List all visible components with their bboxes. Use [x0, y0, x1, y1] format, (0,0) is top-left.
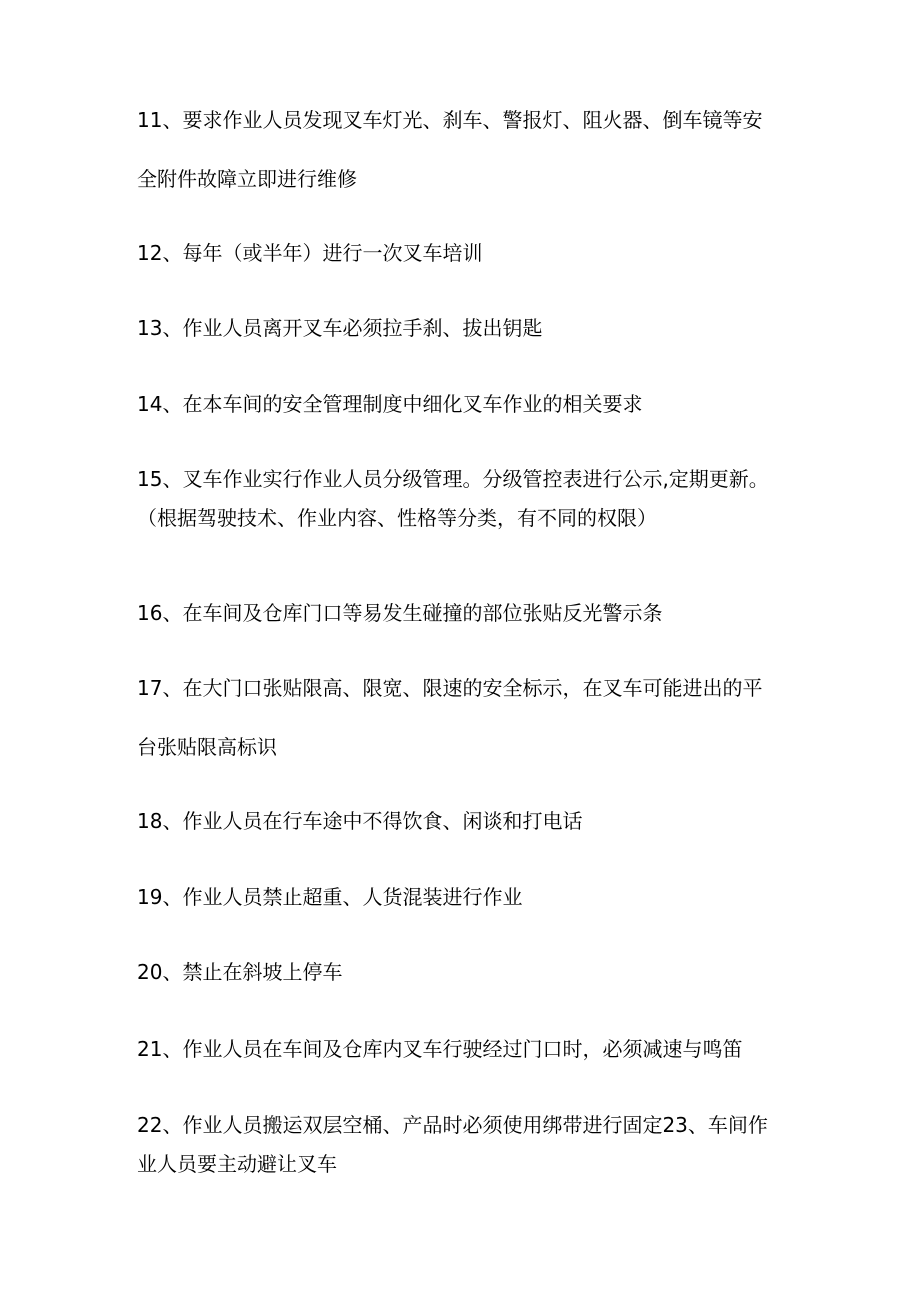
- list-item-18: [137, 811, 777, 831]
- list-item-line: 全附件故障立即进行维修: [137, 167, 357, 191]
- list-item-line: 17、在大门口张贴限高、限宽、限速的安全标示，在叉车可能进出的平: [137, 676, 763, 700]
- list-item-16: [137, 603, 777, 623]
- list-item-20: [137, 962, 777, 982]
- list-item-line: 16、在车间及仓库门口等易发生碰撞的部位张贴反光警示条: [137, 601, 663, 625]
- list-item-line: 21、作业人员在车间及仓库内叉车行驶经过门口时，必须减速与鸣笛: [137, 1037, 743, 1061]
- list-item-17: [137, 678, 777, 757]
- list-item-21: [137, 1039, 777, 1059]
- list-item-line: 14、在本车间的安全管理制度中细化叉车作业的相关要求: [137, 392, 643, 416]
- list-item-line: 22、作业人员搬运双层空桶、产品时必须使用绑带进行固定23、车间作: [137, 1113, 768, 1137]
- list-item-line: 18、作业人员在行车途中不得饮食、闲谈和打电话: [137, 809, 583, 833]
- list-item-line: 11、要求作业人员发现叉车灯光、刹车、警报灯、阻火器、倒车镜等安: [137, 108, 763, 132]
- list-item-line: 业人员要主动避让叉车: [137, 1152, 337, 1176]
- list-item-line: 20、禁止在斜坡上停车: [137, 960, 343, 984]
- list-item-line: （根据驾驶技术、作业内容、性格等分类，有不同的权限）: [137, 506, 657, 530]
- list-item-14: [137, 394, 777, 414]
- list-item-line: 19、作业人员禁止超重、人货混装进行作业: [137, 885, 523, 909]
- list-item-line: 15、叉车作业实行作业人员分级管理。分级管控表进行公示,定期更新。: [137, 467, 769, 491]
- list-item-line: 12、每年（或半年）进行一次叉车培训: [137, 241, 483, 265]
- list-item-19: [137, 887, 777, 907]
- list-item-line: 台张贴限高标识: [137, 735, 277, 759]
- list-item-22: [137, 1115, 777, 1174]
- list-item-line: 13、作业人员离开叉车必须拉手刹、拔出钥匙: [137, 316, 543, 340]
- list-item-11: [137, 110, 777, 189]
- list-item-15: [137, 469, 777, 528]
- list-item-13: [137, 318, 777, 338]
- list-item-12: [137, 243, 777, 263]
